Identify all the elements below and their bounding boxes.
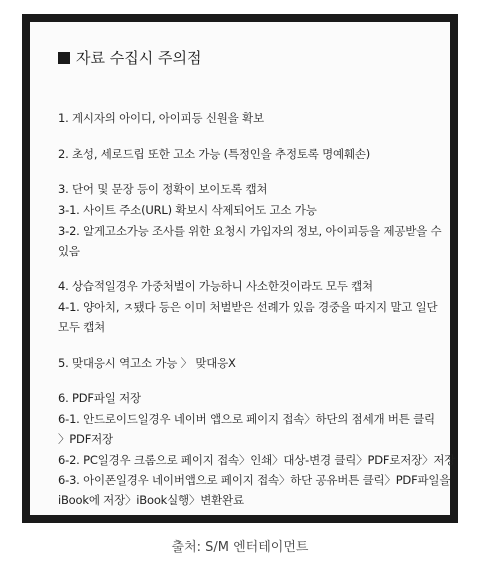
black-square-icon bbox=[58, 52, 70, 64]
line-4-1-cont: 모두 캡쳐 bbox=[58, 320, 106, 334]
notice-title-text: 자료 수집시 주의점 bbox=[76, 49, 202, 67]
line-2: 2. 초성, 세로드립 또한 고소 가능 (특정인을 추정토록 명예훼손) bbox=[58, 147, 371, 161]
notice-title bbox=[58, 49, 201, 67]
line-3-2: 3-2. 알게고소가능 조사를 위한 요청시 가입자의 정보, 아이피등을 제공받을 수 bbox=[58, 224, 442, 238]
line-4: 4. 상습적일경우 가중처벌이 가능하니 사소한것이라도 모두 캡쳐 bbox=[58, 279, 373, 293]
line-4-1: 4-1. 양아치, ㅈ됐다 등은 이미 처벌받은 선례가 있음 경중을 따지지 말고 일단 bbox=[58, 300, 438, 314]
line-5: 5. 맞대응시 역고소 가능 〉 맞대응X bbox=[58, 356, 236, 370]
source-caption: 출처: S/M 엔터테이먼트 bbox=[171, 540, 309, 555]
notice-frame bbox=[22, 14, 458, 523]
line-6-1-cont: 〉PDF저장 bbox=[58, 432, 113, 446]
line-6-1: 6-1. 안드로이드일경우 네이버 앱으로 페이지 접속〉하단의 점세개 버튼 클릭 bbox=[58, 412, 435, 426]
line-3-2-cont: 있음 bbox=[58, 244, 80, 258]
line-3: 3. 단어 및 문장 등이 정확이 보이도록 캡쳐 bbox=[58, 182, 268, 196]
line-6: 6. PDF파일 저장 bbox=[58, 391, 141, 405]
line-3-1: 3-1. 사이트 주소(URL) 확보시 삭제되어도 고소 가능 bbox=[58, 203, 317, 217]
line-6-2: 6-2. PC일경우 크롬으로 페이지 접속〉인쇄〉대상-변경 클릭〉PDF로저장〉저장 bbox=[58, 453, 456, 467]
line-1: 1. 게시자의 아이디, 아이피등 신원을 확보 bbox=[58, 111, 264, 125]
line-6-3: 6-3. 아이폰일경우 네이버앱으로 페이지 접속〉하단 공유버튼 클릭〉PDF파일을 bbox=[58, 473, 451, 487]
line-6-3-cont: iBook에 저장〉iBook실행〉변환완료 bbox=[58, 493, 244, 507]
